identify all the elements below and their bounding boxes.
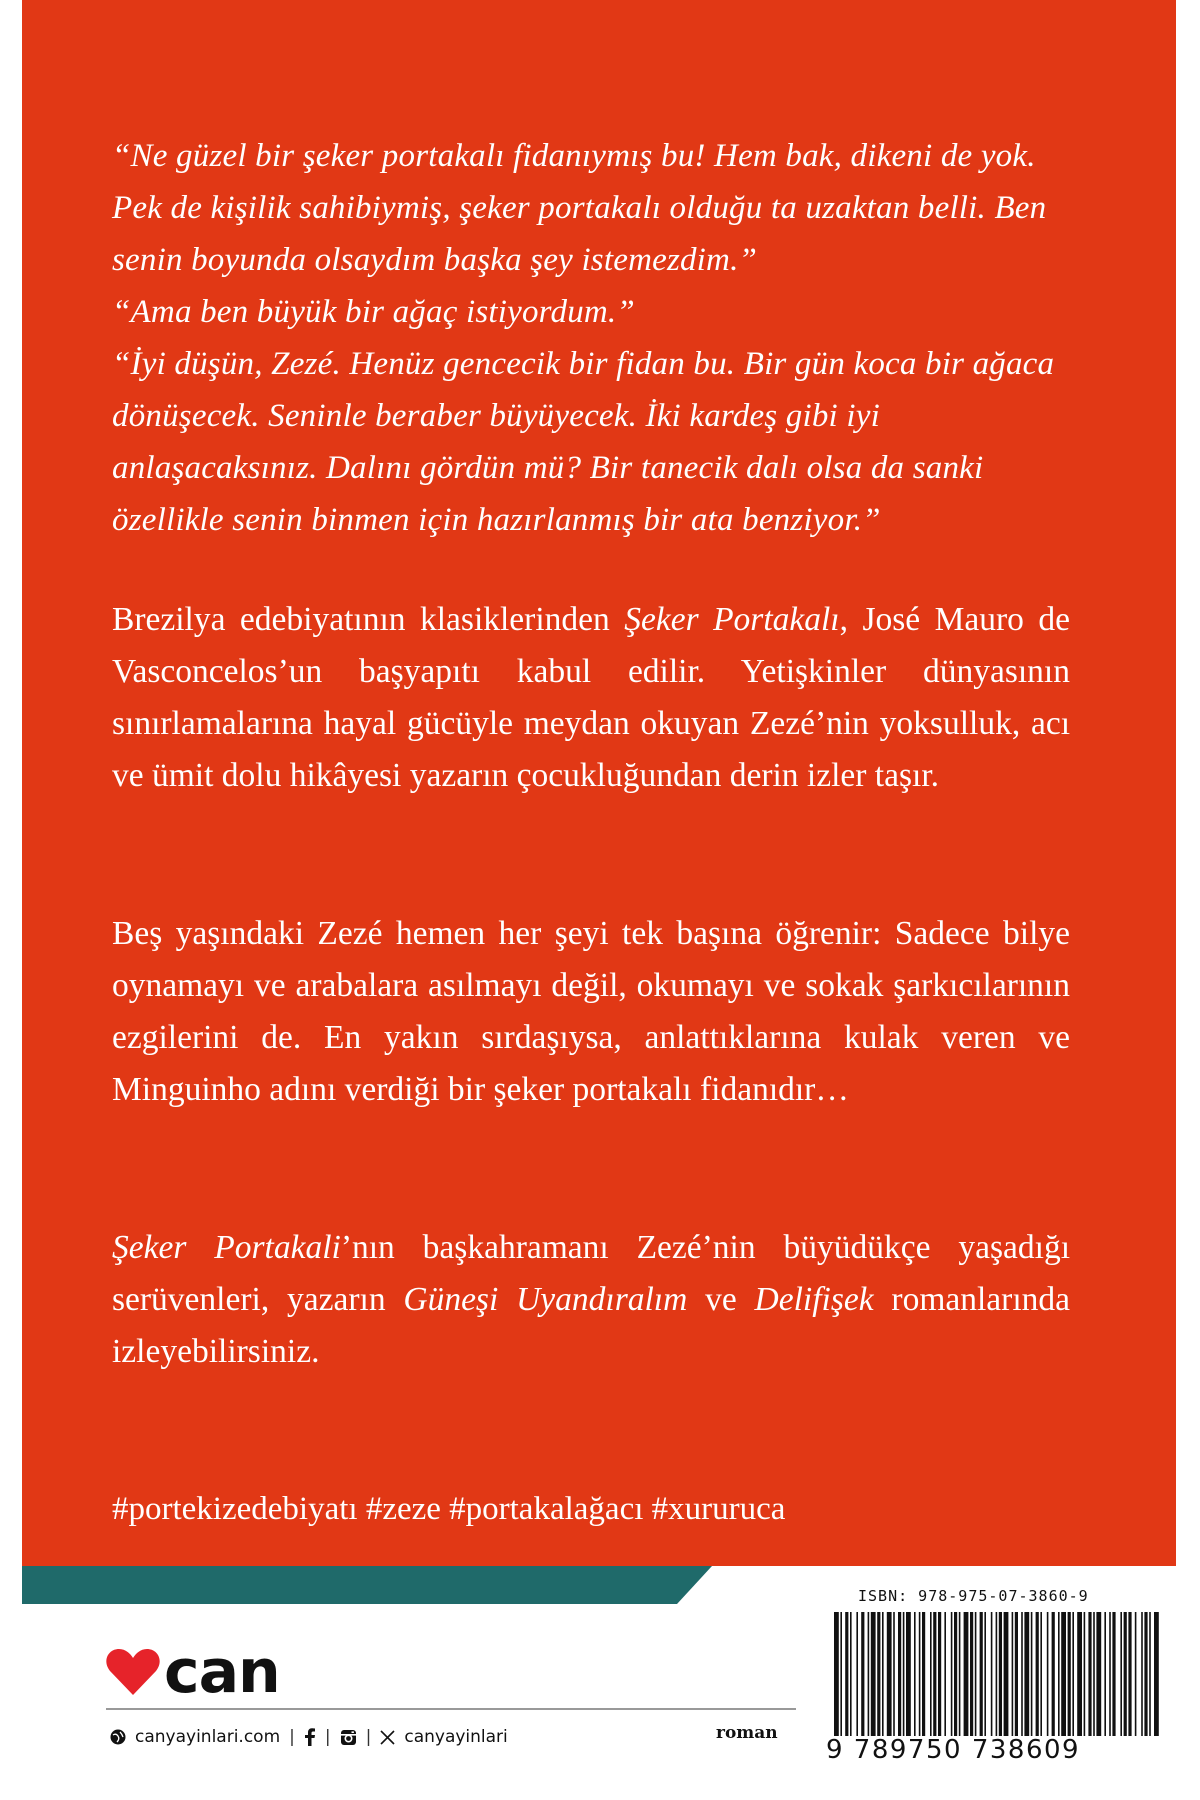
barcode-bar — [954, 1612, 957, 1736]
barcode-bar — [845, 1612, 848, 1736]
barcode-bar — [1135, 1612, 1137, 1736]
barcode-bar — [964, 1612, 969, 1736]
barcode-bar — [1004, 1612, 1009, 1736]
barcode-bar — [898, 1612, 901, 1736]
barcode-bar — [1021, 1612, 1023, 1736]
barcode-bar — [1040, 1612, 1042, 1736]
quote-line-2: “Ama ben büyük bir ağaç istiyordum.” — [112, 294, 635, 330]
barcode-bar — [1096, 1612, 1101, 1736]
barcode-bar — [1015, 1612, 1018, 1736]
p1-text-start: Brezilya edebiyatının klasiklerinden — [112, 601, 625, 638]
barcode-bar — [856, 1612, 858, 1736]
genre-label: roman — [716, 1723, 778, 1743]
barcode-bar — [919, 1612, 921, 1736]
synopsis-paragraph-3 — [112, 1222, 1070, 1378]
barcode-bar — [1128, 1612, 1131, 1736]
red-panel — [22, 0, 1176, 1566]
barcode-bar — [1084, 1612, 1086, 1736]
barcode-bar — [1141, 1612, 1143, 1736]
barcode-bar — [933, 1612, 936, 1736]
barcode-bar — [834, 1612, 839, 1736]
barcode-bar — [1068, 1612, 1071, 1736]
instagram-icon[interactable] — [340, 1729, 357, 1746]
barcode-bar — [1036, 1612, 1039, 1736]
barcode — [832, 1612, 1162, 1736]
separator: | — [289, 1727, 295, 1747]
barcode-bar — [882, 1612, 884, 1736]
p1-text-end: , José Mauro de Vasconcelos’un başyapıtı kabul edilir. Yetişkinler dünyasının sınırlamalarına hayal gücüyle meydan okuyan Zezé’nin yoksulluk, acı ve ümit dolu hikâyesi yazarın çocukluğundan derin izler taşır. — [112, 601, 1071, 794]
barcode-bar — [1149, 1612, 1151, 1736]
barcode-bar — [840, 1612, 842, 1736]
social-handle[interactable]: canyayinlari — [404, 1727, 508, 1747]
barcode-bar — [1154, 1612, 1159, 1736]
p2-text: Beş yaşındaki Zezé hemen her şeyi tek başına öğrenir: Sadece bilye oynamayı ve arabalara asılmayı değil, okumayı ve sokak şarkıcılarının ezgilerini de. En yakın sırdaşıysa, anlattıklarına kulak veren ve Minguinho adını verdiği bir şeker portakalı fidanıdır… — [112, 915, 1070, 1108]
barcode-bar — [1112, 1612, 1115, 1736]
quote-line-3: “İyi düşün, Zezé. Henüz gencecik bir fidan bu. Bir gün koca bir ağaca dönüşecek. Seninle beraber büyüyecek. İki kardeş gibi iyi anlaşacaksınız. Dalını gördün mü? Bir tanecik dalı olsa da sanki özellikle senin binmen için hazırlanmış bir ata benziyor.” — [112, 346, 1055, 538]
p1-book-title: Şeker Portakalı — [624, 601, 840, 638]
barcode-bar — [1072, 1612, 1074, 1736]
synopsis-paragraph-1 — [112, 594, 1070, 802]
barcode-bar — [970, 1612, 973, 1736]
barcode-bar — [922, 1612, 925, 1736]
barcode-bar — [903, 1612, 905, 1736]
barcode-bar — [1012, 1612, 1014, 1736]
barcode-bar — [1061, 1612, 1066, 1736]
x-icon[interactable] — [380, 1730, 395, 1745]
barcode-bar — [850, 1612, 852, 1736]
barcode-bar — [1058, 1612, 1060, 1736]
barcode-bar — [868, 1612, 870, 1736]
barcode-bar — [984, 1612, 986, 1736]
barcode-bar — [1120, 1612, 1122, 1736]
barcode-bar — [999, 1612, 1002, 1736]
barcode-bar — [877, 1612, 880, 1736]
barcode-bar — [887, 1612, 892, 1736]
p3-book-title-2: Güneşi Uyandıralım — [403, 1281, 688, 1318]
publisher-logo — [106, 1637, 280, 1707]
barcode-bar — [938, 1612, 941, 1736]
p3-text-3: romanlarında izleyebilirsiniz. — [112, 1281, 1071, 1370]
p3-book-title-3: Delifişek — [754, 1281, 874, 1318]
barcode-bar — [959, 1612, 961, 1736]
book-back-cover — [22, 0, 1176, 1800]
quote-line-1: “Ne güzel bir şeker portakalı fidanıymış bu! Hem bak, dikeni de yok. Pek de kişilik sahibiymiş, şeker portakalı olduğu ta uzaktan belli. Ben senin boyunda olsaydım başka şey istemezdim.” — [112, 138, 1047, 278]
barcode-bar — [980, 1612, 983, 1736]
logo-wordmark: can — [164, 1637, 280, 1707]
barcode-bar — [1124, 1612, 1127, 1736]
website-link[interactable]: canyayinlari.com — [135, 1727, 281, 1747]
p3-text-2: ve — [687, 1281, 755, 1318]
globe-icon — [110, 1729, 126, 1745]
synopsis-paragraph-2 — [112, 908, 1070, 1116]
p3-text-1: ’nın başkahramanı Zezé’nin büyüdükçe yaşadığı serüvenleri, yazarın — [112, 1229, 1071, 1318]
barcode-bar — [861, 1612, 864, 1736]
p3-book-title-1: Şeker Portakali — [112, 1229, 341, 1266]
barcode-bar — [930, 1612, 932, 1736]
barcode-bar — [944, 1612, 946, 1736]
barcode-bar — [1047, 1612, 1049, 1736]
barcode-bar — [991, 1612, 993, 1736]
barcode-bar — [1088, 1612, 1091, 1736]
barcode-digits: 9 789750 738609 — [826, 1735, 1081, 1765]
barcode-bar — [1104, 1612, 1106, 1736]
publisher-footer — [110, 1722, 508, 1752]
barcode-bar — [906, 1612, 911, 1736]
barcode-bar — [1093, 1612, 1095, 1736]
barcode-bar — [1109, 1612, 1111, 1736]
barcode-bar — [871, 1612, 876, 1736]
footer-divider — [106, 1708, 796, 1710]
separator: | — [365, 1727, 372, 1747]
barcode-bar — [1031, 1612, 1033, 1736]
barcode-bar — [914, 1612, 916, 1736]
hashtags: #portekizedebiyatı #zeze #portakalağacı #xururuca — [112, 1491, 786, 1527]
barcode-bar — [975, 1612, 977, 1736]
separator: | — [324, 1727, 331, 1747]
facebook-icon[interactable] — [304, 1728, 316, 1746]
barcode-bar — [1052, 1612, 1055, 1736]
barcode-bar — [996, 1612, 998, 1736]
barcode-bar — [951, 1612, 953, 1736]
heart-icon — [106, 1647, 160, 1697]
barcode-bar — [893, 1612, 895, 1736]
barcode-bar — [1024, 1612, 1029, 1736]
barcode-bar — [1144, 1612, 1147, 1736]
isbn-label: ISBN: 978-975-07-3860-9 — [858, 1587, 1089, 1605]
excerpt-quote — [112, 130, 1070, 546]
barcode-bar — [1077, 1612, 1082, 1736]
